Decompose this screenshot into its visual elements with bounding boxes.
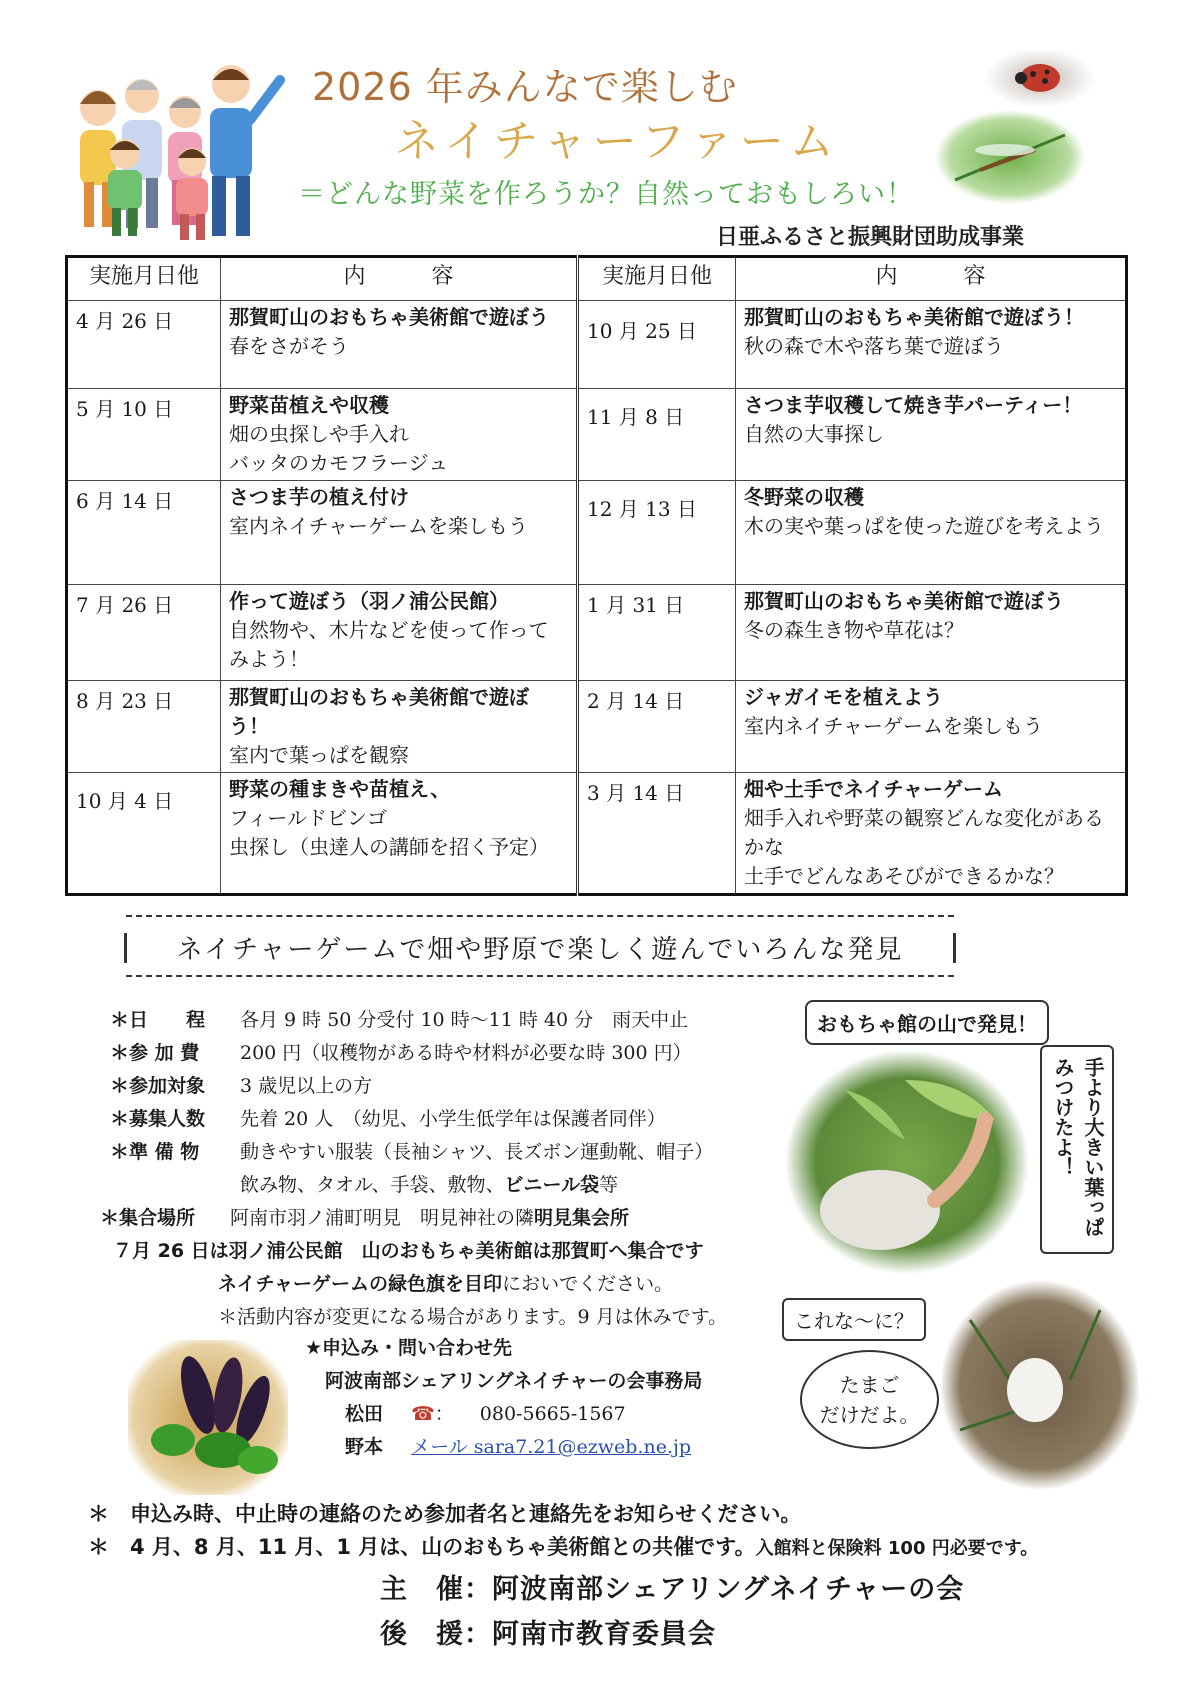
event-title: 野菜苗植えや収穫 bbox=[229, 393, 389, 417]
content-cell bbox=[221, 389, 578, 481]
fee-value: 200 円（収穫物がある時や材料が必要な時 300 円） bbox=[240, 1042, 692, 1064]
info-place bbox=[100, 1202, 629, 1234]
dragonfly-photo bbox=[935, 110, 1085, 205]
event-title: さつま芋の植え付け bbox=[229, 485, 409, 509]
ladybug-photo bbox=[985, 48, 1095, 108]
discover-text: おもちゃ館の山で発見！ bbox=[817, 1012, 1037, 1036]
items-suffix: 等 bbox=[599, 1174, 619, 1196]
contact-phone[interactable]: 080-5665-1567 bbox=[479, 1403, 626, 1425]
note-item-suffix: 入館料と保険料 100 円必要です。 bbox=[755, 1538, 1039, 1559]
event-title: 野菜の種まきや苗植え、 bbox=[229, 777, 451, 801]
date-cell: 10 月 25 日 bbox=[578, 301, 736, 389]
what-text: これな～に？ bbox=[794, 1309, 914, 1333]
event-detail: 自然物や、木片などを使って作ってみよう！ bbox=[229, 618, 549, 671]
contact-person1: 松田 bbox=[345, 1403, 384, 1425]
event-detail: バッタのカモフラージュ bbox=[229, 451, 449, 475]
target-label: ＊参加対象 bbox=[110, 1075, 206, 1097]
info-target bbox=[110, 1070, 372, 1102]
flag-note-bold: ネイチャーゲームの緑色旗を目印 bbox=[218, 1273, 503, 1295]
contact-phone-row bbox=[305, 1398, 702, 1431]
info-capacity bbox=[110, 1103, 666, 1135]
table-row bbox=[67, 301, 1127, 389]
event-detail: 室内ネイチャーゲームを楽しもう bbox=[744, 714, 1043, 738]
items-label: ＊準 備 物 bbox=[110, 1141, 200, 1163]
date-cell: 1 月 31 日 bbox=[578, 585, 736, 681]
event-title: 那賀町山のおもちゃ美術館で遊ぼう！ bbox=[744, 305, 1084, 329]
table-row bbox=[67, 585, 1127, 681]
date-cell: 7 月 26 日 bbox=[67, 585, 221, 681]
date-cell: 10 月 4 日 bbox=[67, 773, 221, 895]
content-cell bbox=[736, 389, 1127, 481]
content-cell bbox=[736, 681, 1127, 773]
leaf-photo bbox=[785, 1050, 1030, 1275]
place-value: 阿南市羽ノ浦町明見 明見神社の隣 bbox=[230, 1207, 535, 1229]
fee-label: ＊参 加 費 bbox=[110, 1042, 200, 1064]
event-detail: 室内で葉っぱを観察 bbox=[229, 743, 409, 767]
header-date-left: 実施月日他 bbox=[67, 257, 221, 301]
phone-icon: ☎ bbox=[411, 1403, 435, 1425]
date-cell: 4 月 26 日 bbox=[67, 301, 221, 389]
event-title: 作って遊ぼう（羽ノ浦公民館） bbox=[229, 589, 509, 613]
leaf-callout bbox=[1040, 1045, 1114, 1254]
subtitle: ＝どんな野菜を作ろうか？自然っておもしろい！ bbox=[298, 179, 914, 210]
banner-box bbox=[126, 915, 954, 977]
content-cell bbox=[221, 481, 578, 585]
event-detail: 秋の森で木や落ち葉で遊ぼう bbox=[744, 334, 1004, 358]
notes-block bbox=[88, 1498, 1038, 1565]
content-cell bbox=[736, 481, 1127, 585]
event-detail: 木の実や葉っぱを使った遊びを考えよう bbox=[744, 514, 1104, 538]
content-cell bbox=[221, 773, 578, 895]
leaf-text-2: みつけたよ！ bbox=[1051, 1057, 1075, 1177]
date-cell: 3 月 14 日 bbox=[578, 773, 736, 895]
organizers-block bbox=[380, 1567, 964, 1657]
info-items-2 bbox=[240, 1169, 618, 1201]
content-cell bbox=[736, 585, 1127, 681]
schedule-value: 各月 9 時 50 分受付 10 時～11 時 40 分 雨天中止 bbox=[240, 1009, 689, 1031]
egg-text-2: だけだよ。 bbox=[819, 1403, 920, 1427]
event-title: さつま芋収穫して焼き芋パーティー！ bbox=[744, 393, 1083, 417]
content-cell bbox=[221, 681, 578, 773]
event-title: 畑や土手でネイチャーゲーム bbox=[744, 777, 1003, 801]
info-schedule bbox=[110, 1004, 688, 1036]
table-row bbox=[67, 773, 1127, 895]
capacity-label: ＊募集人数 bbox=[110, 1108, 206, 1130]
vegetable-photo bbox=[128, 1340, 288, 1495]
banner-text: ネイチャーゲームで畑や野原で楽しく遊んでいろんな発見 bbox=[176, 935, 904, 965]
event-detail: 自然の大事探し bbox=[744, 422, 884, 446]
date-cell: 11 月 8 日 bbox=[578, 389, 736, 481]
header-content-right: 内 容 bbox=[736, 257, 1127, 301]
schedule-table bbox=[65, 255, 1128, 896]
change-note: ＊活動内容が変更になる場合があります。9 月は休みです。 bbox=[218, 1306, 728, 1328]
event-title: 那賀町山のおもちゃ美術館で遊ぼう bbox=[229, 305, 549, 329]
note-item-2 bbox=[88, 1531, 1038, 1565]
items-value: 動きやすい服装（長袖シャツ、長ズボン運動靴、帽子） bbox=[240, 1141, 714, 1163]
header-date-right: 実施月日他 bbox=[578, 257, 736, 301]
event-title: 冬野菜の収穫 bbox=[744, 485, 864, 509]
event-title: ジャガイモを植えよう bbox=[744, 685, 943, 709]
contact-mail-row bbox=[305, 1431, 702, 1464]
table-row bbox=[67, 481, 1127, 585]
family-illustration bbox=[60, 60, 300, 245]
event-detail: 虫探し（虫達人の講師を招く予定） bbox=[229, 835, 549, 859]
phone-colon: ： bbox=[434, 1403, 454, 1425]
event-detail: 畑手入れや野菜の観察どんな変化があるかな bbox=[744, 806, 1104, 859]
support-organizer: 後 援：阿南市教育委員会 bbox=[380, 1619, 716, 1650]
note-item: ＊ 4 月、8 月、11 月、1 月は、山のおもちゃ美術館との共催です。 bbox=[88, 1535, 756, 1559]
info-items bbox=[110, 1136, 713, 1168]
event-title: 那賀町山のおもちゃ美術館で遊ぼう！ bbox=[229, 685, 529, 738]
table-header-row bbox=[67, 257, 1127, 301]
contact-person2: 野本 bbox=[345, 1436, 384, 1458]
contact-office: 阿波南部シェアリングネイチャーの会事務局 bbox=[325, 1370, 703, 1392]
contact-block bbox=[305, 1332, 702, 1464]
date-cell: 12 月 13 日 bbox=[578, 481, 736, 585]
flag-note bbox=[218, 1268, 673, 1300]
info-fee bbox=[110, 1037, 692, 1069]
egg-text-1: たまご bbox=[839, 1373, 900, 1397]
event-detail: 冬の森生き物や草花は？ bbox=[744, 618, 964, 642]
event-detail: 春をさがそう bbox=[229, 334, 349, 358]
mail-link[interactable] bbox=[411, 1436, 691, 1458]
header-content-left: 内 容 bbox=[221, 257, 578, 301]
july-note: ７月 26 日は羽ノ浦公民館 山のおもちゃ美術館は那賀町へ集合です bbox=[113, 1240, 704, 1262]
table-row bbox=[67, 681, 1127, 773]
what-callout bbox=[782, 1298, 926, 1341]
place-hall: 明見集会所 bbox=[534, 1207, 630, 1229]
event-detail: 畑の虫探しや手入れ bbox=[229, 422, 409, 446]
target-value: 3 歳児以上の方 bbox=[240, 1075, 373, 1097]
title-line2: ネイチャーファーム bbox=[395, 116, 840, 167]
host-organizer: 主 催：阿波南部シェアリングネイチャーの会 bbox=[380, 1574, 965, 1605]
vinyl-bag-text: ビニール袋 bbox=[504, 1174, 600, 1196]
date-cell: 8 月 23 日 bbox=[67, 681, 221, 773]
discover-callout bbox=[805, 1000, 1049, 1045]
content-cell bbox=[221, 301, 578, 389]
content-cell bbox=[736, 773, 1127, 895]
event-detail: 室内ネイチャーゲームを楽しもう bbox=[229, 514, 528, 538]
content-cell bbox=[221, 585, 578, 681]
event-title: 那賀町山のおもちゃ美術館で遊ぼう bbox=[744, 589, 1064, 613]
flag-note-rest: においでください。 bbox=[502, 1273, 674, 1295]
mail-label: メール bbox=[411, 1436, 468, 1458]
capacity-value: 先着 20 人 （幼児、小学生低学年は保護者同伴） bbox=[240, 1108, 666, 1130]
leaf-text-1: 手より大きい葉っぱ bbox=[1081, 1057, 1105, 1237]
date-cell: 2 月 14 日 bbox=[578, 681, 736, 773]
title-line1: 2026 年みんなで楽しむ bbox=[312, 65, 738, 109]
content-cell bbox=[736, 301, 1127, 389]
event-detail: 土手でどんなあそびができるかな？ bbox=[744, 864, 1064, 888]
contact-email: sara7.21@ezweb.ne.jp bbox=[473, 1436, 692, 1458]
note-item: ＊ 申込み時、中止時の連絡のため参加者名と連絡先をお知らせください。 bbox=[88, 1502, 802, 1526]
sponsor-text: 日亜ふるさと振興財団助成事業 bbox=[716, 225, 1025, 250]
contact-heading: ★申込み・問い合わせ先 bbox=[305, 1337, 513, 1359]
items-value-2: 飲み物、タオル、手袋、敷物、 bbox=[240, 1174, 505, 1196]
date-cell: 5 月 10 日 bbox=[67, 389, 221, 481]
schedule-label: ＊日 程 bbox=[110, 1009, 206, 1031]
place-label: ＊集合場所 bbox=[100, 1207, 196, 1229]
event-detail: フィールドビンゴ bbox=[229, 806, 387, 830]
table-row bbox=[67, 389, 1127, 481]
date-cell: 6 月 14 日 bbox=[67, 481, 221, 585]
egg-photo bbox=[940, 1280, 1140, 1490]
egg-callout bbox=[800, 1350, 939, 1449]
